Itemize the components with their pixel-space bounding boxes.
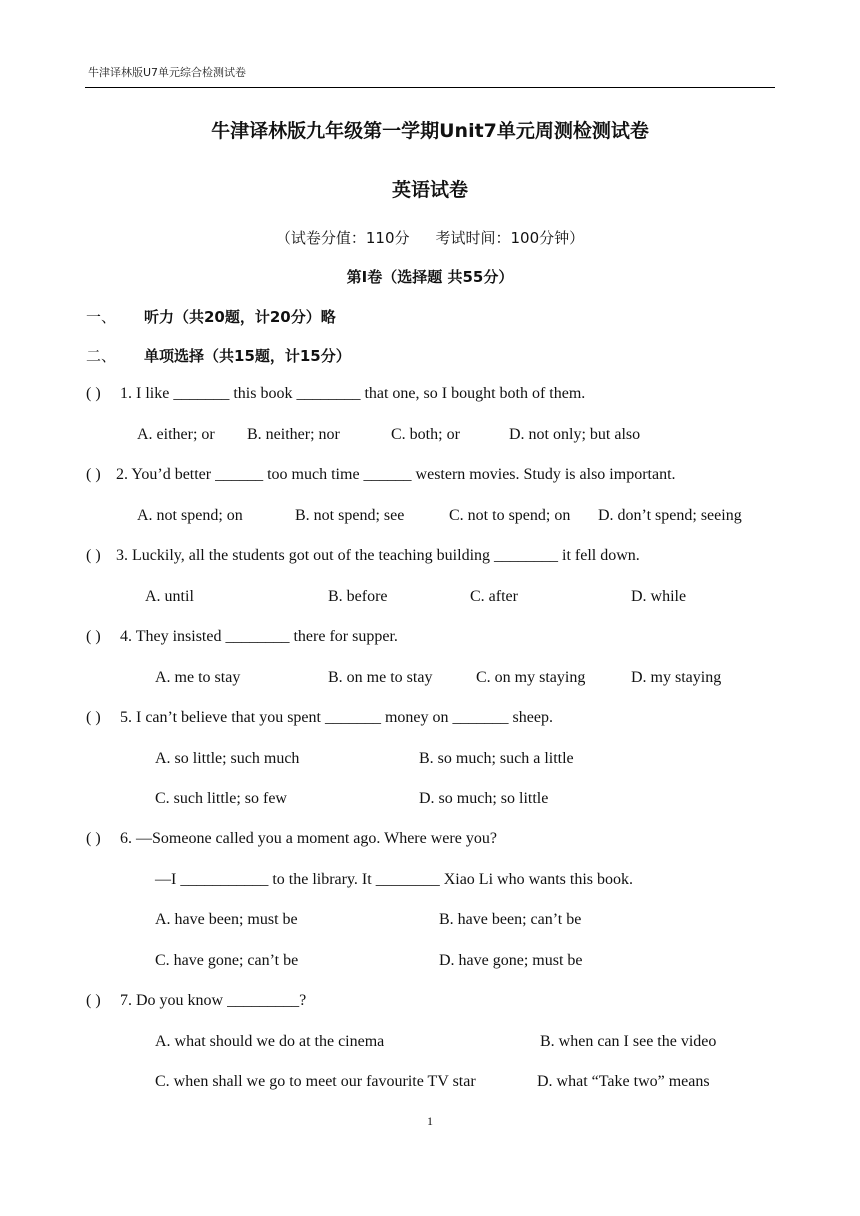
section-title: 单项选择（共15题，计15分） (144, 347, 351, 365)
question-2 (86, 466, 676, 484)
question-4 (86, 628, 398, 646)
question-1 (86, 385, 585, 403)
option-d: D. while (631, 588, 687, 605)
exam-info (0, 227, 860, 248)
question-stem: 1. I like _______ this book ________ that one, so I bought both of them. (116, 385, 586, 402)
running-header: 牛津译林版U7单元综合检测试卷 (88, 66, 247, 79)
question-3 (86, 547, 640, 565)
option-b: B. before (328, 588, 388, 605)
section-number: 二、 (86, 347, 117, 365)
option-b: B. neither; nor (247, 426, 340, 443)
question-6 (86, 830, 497, 848)
answer-blank: ( ) (86, 830, 101, 847)
page-number: 1 (427, 1114, 433, 1128)
exam-score: （试卷分值：110分 (275, 229, 410, 247)
section-title: 听力（共20题，计20分）略 (144, 308, 336, 326)
question-5 (86, 709, 553, 727)
option-c: C. both; or (391, 426, 460, 443)
option-a: A. me to stay (155, 669, 241, 686)
option-a: A. so little; such much (155, 750, 300, 767)
exam-subtitle: 英语试卷 (391, 179, 468, 201)
option-b: B. not spend; see (295, 507, 405, 524)
option-b: B. when can I see the video (540, 1033, 717, 1050)
answer-blank: ( ) (86, 547, 101, 564)
option-c: C. when shall we go to meet our favourite TV star (155, 1073, 476, 1090)
exam-time: 考试时间：100分钟） (435, 229, 585, 247)
option-c: C. on my staying (476, 669, 586, 686)
question-stem: 2. You’d better ______ too much time ______ western movies. Study is also important. (116, 466, 676, 483)
question-reply: —I ___________ to the library. It ________ Xiao Li who wants this book. (155, 871, 634, 888)
option-d: D. so much; so little (419, 790, 549, 807)
option-a: A. until (145, 588, 194, 605)
option-a: A. have been; must be (155, 911, 298, 928)
question-7 (86, 992, 306, 1010)
answer-blank: ( ) (86, 992, 101, 1009)
header-rule (85, 87, 775, 88)
option-b: B. on me to stay (328, 669, 433, 686)
section-number: 一、 (86, 308, 117, 326)
question-stem: 5. I can’t believe that you spent _______ money on _______ sheep. (116, 709, 553, 726)
option-a: A. not spend; on (137, 507, 243, 524)
question-stem: 3. Luckily, all the students got out of the teaching building ________ it fell down. (116, 547, 640, 564)
option-a: A. what should we do at the cinema (155, 1033, 385, 1050)
option-a: A. either; or (137, 426, 215, 443)
option-c: C. such little; so few (155, 790, 287, 807)
answer-blank: ( ) (86, 628, 101, 645)
answer-blank: ( ) (86, 709, 101, 726)
part-heading: 第Ⅰ卷（选择题 共55分） (346, 268, 514, 286)
option-b: B. so much; such a little (419, 750, 574, 767)
option-d: D. my staying (631, 669, 722, 686)
option-c: C. not to spend; on (449, 507, 571, 524)
option-d: D. not only; but also (509, 426, 641, 443)
question-stem: 4. They insisted ________ there for supper. (116, 628, 398, 645)
option-d: D. have gone; must be (439, 952, 583, 969)
option-c: C. have gone; can’t be (155, 952, 299, 969)
answer-blank: ( ) (86, 385, 101, 402)
option-d: D. what “Take two” means (537, 1073, 710, 1090)
option-d: D. don’t spend; seeing (598, 507, 742, 524)
question-stem: 6. —Someone called you a moment ago. Where were you? (116, 830, 497, 847)
answer-blank: ( ) (86, 466, 101, 483)
exam-title: 牛津译林版九年级第一学期Unit7单元周测检测试卷 (211, 120, 649, 142)
option-b: B. have been; can’t be (439, 911, 582, 928)
question-stem: 7. Do you know _________? (116, 992, 307, 1009)
option-c: C. after (470, 588, 518, 605)
